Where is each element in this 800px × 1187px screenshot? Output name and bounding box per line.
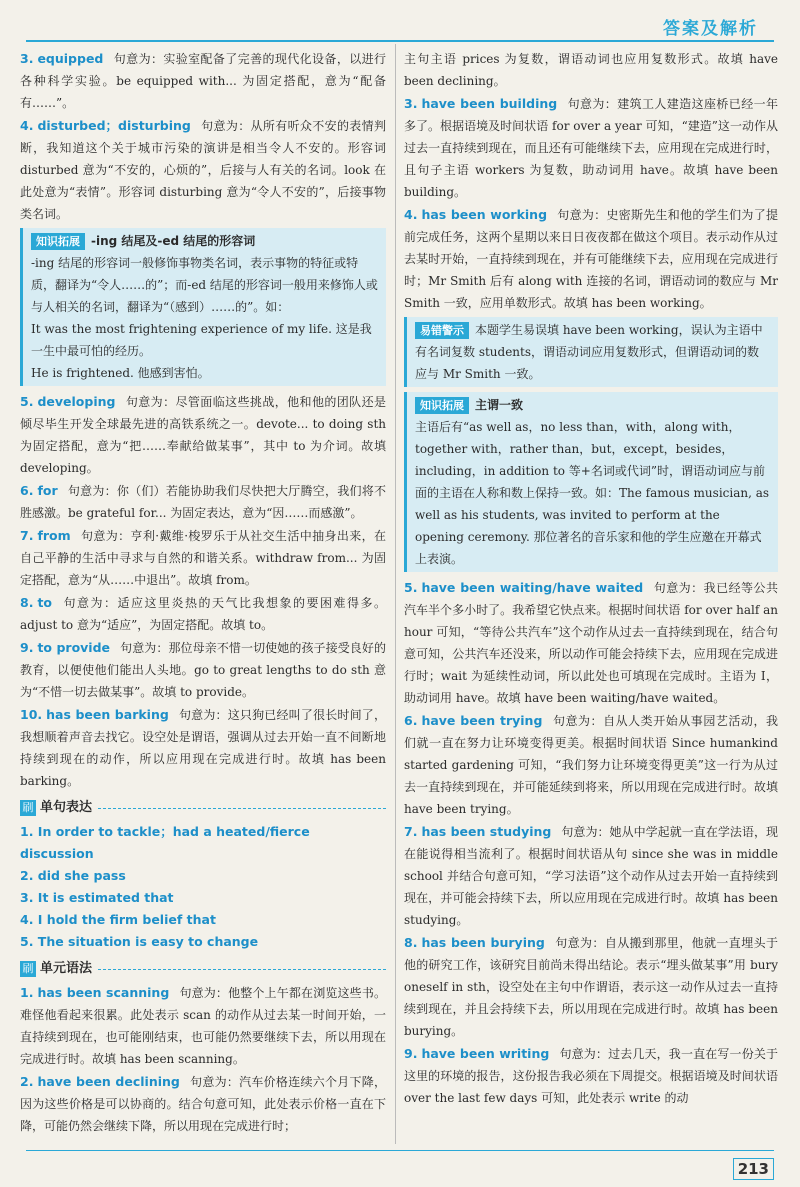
explanation: 句意为：我已经等公共汽车半个多小时了。我希望它快点来。根据时间状语 for over half an hour 可知，“等待公共汽车”这个动作从过去一直持续到现在，结合句意可知，公共汽车还没来，所以动作可能会持续下去，应用现在完成进行时；wait 为延续性动词，所以此处也可填现在完成时。主语为 I，助动词用 have。故填 have been waiting/have waited。 — [404, 581, 778, 705]
answer-text: disturbed；disturbing — [37, 118, 191, 133]
explanation: 句意为：他整个上午都在浏览这些书。难怪他看起来很累。此处表示 scan 的动作从过去某一时间开始，一直持续到现在，也可能刚结束，也可能仍然要继续下去，所以用现在完成进行时。故填 has been scanning。 — [20, 986, 386, 1066]
page-number: 213 — [733, 1158, 774, 1180]
sentence-answer: 5. The situation is easy to change — [20, 934, 259, 949]
explanation: 句意为：从所有听众不安的表情判断，我知道这个关于城市污染的演讲是相当令人不安的。形容词 disturbed 意为“不安的，心烦的”，后接与人有关的名词。look 在此处意为“表情”。形容词 disturbing 意为“令人不安的”，后接事物类名词。 — [20, 119, 386, 221]
answer-item — [404, 932, 778, 1042]
explanation: 句意为：汽车价格连续六个月下降，因为这些价格是可以协商的。结合句意可知，此处表示价格一直在下降，可能仍然会继续下降，所以用现在完成进行时； — [20, 1075, 386, 1133]
explanation: 句意为：实验室配备了完善的现代化设备，以进行各种科学实验。be equipped with... 为固定搭配，意为“配备有……”。 — [20, 52, 386, 110]
answer-item — [404, 821, 778, 931]
knowledge-box — [404, 392, 778, 572]
page-header-title: 答案及解析 — [663, 19, 758, 39]
answer-text: have been writing — [421, 1046, 550, 1061]
item-number: 8. — [20, 595, 34, 610]
explanation: 句意为：你（们）若能协助我们尽快把大厅腾空，我们将不胜感激。be grateful for... 为固定表达，意为“因……而感激”。 — [20, 484, 386, 520]
box-title: 主谓一致 — [475, 398, 524, 412]
footer-rule — [26, 1150, 774, 1151]
explanation: 句意为：自从搬到那里，他就一直埋头于他的研究工作，该研究目前尚未得出结论。表示“埋头做某事”用 bury oneself in sth，设空处在主句中作谓语，表示这一动作从过去一直持续到现在，并且会持续下去，所以用现在完成进行时。故填 has been burying。 — [404, 936, 778, 1038]
section-header — [20, 797, 386, 819]
sentence-answer: 3. It is estimated that — [20, 890, 174, 905]
item-number: 5. — [20, 394, 34, 409]
right-column — [404, 48, 778, 1110]
answer-text: to provide — [37, 640, 111, 655]
item-number: 9. — [404, 1046, 418, 1061]
item-number: 3. — [404, 96, 418, 111]
brush-icon: 刷 — [20, 961, 36, 977]
answer-item — [20, 1071, 386, 1137]
explanation: 句意为：过去几天，我一直在写一份关于这里的环境的报告，这份报告我必须在下周提交。根据语境及时间状语 over the last few days 可知，此处表示 write 的动 — [404, 1047, 778, 1105]
explanation: 句意为：那位母亲不惜一切使她的孩子接受良好的教育，以便使他们能出人头地。go to great lengths to do sth 意为“不惜一切去做某事”。故填 to provide。 — [20, 641, 386, 699]
item-number: 1. — [20, 985, 34, 1000]
box-line: -ing 结尾的形容词一般修饰事物类名词，表示事物的特征或特质，翻译为“令人……的”；而-ed 结尾的形容词一般用来修饰人或与人相关的名词，翻译为“（感到）……的”。如： — [31, 256, 378, 314]
answer-item — [20, 480, 386, 524]
answer-item — [404, 93, 778, 203]
answer-item — [404, 710, 778, 820]
column-divider — [395, 44, 396, 1144]
answer-item — [20, 48, 386, 114]
section-header — [20, 958, 386, 980]
answer-item — [404, 577, 778, 709]
answer-item — [404, 204, 778, 314]
box-line: It was the most frightening experience of my life. 这是我一生中最可怕的经历。 — [31, 322, 372, 358]
answer-item — [20, 115, 386, 225]
box-tag: 知识拓展 — [415, 397, 469, 414]
answer-item — [20, 592, 386, 636]
answer-text: for — [37, 483, 58, 498]
sentence-answer: 4. I hold the firm belief that — [20, 912, 216, 927]
continued-text: 主句主语 prices 为复数，谓语动词也应用复数形式。故填 have been declining。 — [404, 52, 778, 88]
answer-text: have been waiting/have waited — [421, 580, 644, 595]
item-number: 2. — [20, 1074, 34, 1089]
box-text: 本题学生易误填 have been working，误认为主语中有名词复数 students，谓语动词应用复数形式，但谓语动词的数应与 Mr Smith 一致。 — [415, 323, 763, 381]
box-title: -ing 结尾及-ed 结尾的形容词 — [91, 234, 256, 248]
item-number: 4. — [20, 118, 34, 133]
sentence-answer: 1. In order to tackle；had a heated/fierce discussion — [20, 824, 310, 861]
section-title: 单元语法 — [40, 961, 93, 976]
item-number: 10. — [20, 707, 43, 722]
item-number: 9. — [20, 640, 34, 655]
answer-item — [404, 1043, 778, 1109]
item-number: 6. — [404, 713, 418, 728]
answer-text: have been trying — [421, 713, 543, 728]
answer-text: from — [37, 528, 71, 543]
section-title: 单句表达 — [40, 800, 93, 815]
answer-text: to — [37, 595, 53, 610]
brush-icon: 刷 — [20, 800, 36, 816]
answer-text: equipped — [37, 51, 104, 66]
box-tag: 易错警示 — [415, 322, 469, 339]
answer-item — [20, 637, 386, 703]
explanation: 句意为：史密斯先生和他的学生们为了提前完成任务，这两个星期以来日日夜夜都在做这个项目。表示动作从过去某时开始，一直持续到现在，并有可能继续下去，应用现在完成进行时；Mr Smith 后有 along with 连接的名词，谓语动词的数应与 Mr Smith 一致，应用单数形式。故填 has been working。 — [404, 208, 778, 310]
sentence-answer: 2. did she pass — [20, 868, 126, 883]
left-column — [20, 48, 386, 1138]
explanation: 句意为：自从人类开始从事园艺活动，我们就一直在努力让环境变得更美。根据时间状语 Since humankind started gardening 可知，“我们努力让环境变得更美”这一行为从过去一直持续到现在，并可能延续到将来，所以用现在完成进行时。故填 have been trying。 — [404, 714, 778, 816]
explanation: 句意为：建筑工人建造这座桥已经一年多了。根据语境及时间状语 for over a year 可知，“建造”这一动作从过去一直持续到现在，而且还有可能继续下去，应用现在完成进行时，且句子主语 workers 为复数，助动词用 have。故填 have been building。 — [404, 97, 778, 199]
answer-item — [20, 704, 386, 792]
item-number: 6. — [20, 483, 34, 498]
answer-text: have been building — [421, 96, 558, 111]
box-text: 主语后有“as well as，no less than，with，along with，together with，rather than，but，except，besides，including，in addition to 等+名词或代词”时，谓语动词应与前面的主语在人称和数上保持一致。如：The famous musician, as well as his students, was invited to perform at the opening ceremony. 那位著名的音乐家和他的学生应邀在开幕式上表演。 — [415, 420, 770, 566]
answer-text: has been barking — [46, 707, 169, 722]
answer-item — [20, 982, 386, 1070]
answer-text: developing — [37, 394, 116, 409]
explanation: 句意为：她从中学起就一直在学法语，现在能说得相当流利了。根据时间状语从句 since she was in middle school 并结合句意可知，“学习法语”这个动作从过去开始一直持续到现在，并可能会持续下去，所以应用现在完成进行时。故填 has been studying。 — [404, 825, 778, 927]
knowledge-box — [20, 228, 386, 386]
box-tag: 知识拓展 — [31, 233, 85, 250]
answer-text: has been burying — [421, 935, 545, 950]
section-rule — [98, 969, 386, 970]
answer-text: has been studying — [421, 824, 552, 839]
item-number: 8. — [404, 935, 418, 950]
item-number: 4. — [404, 207, 418, 222]
explanation: 句意为：适应这里炎热的天气比我想象的要困难得多。adjust to 意为“适应”，为固定搭配。故填 to。 — [20, 596, 386, 632]
item-number: 5. — [404, 580, 418, 595]
header-rule — [26, 40, 774, 42]
box-line: He is frightened. 他感到害怕。 — [31, 366, 210, 380]
answer-text: has been working — [421, 207, 548, 222]
section-rule — [98, 808, 386, 809]
warning-box — [404, 317, 778, 387]
answer-item — [20, 391, 386, 479]
answer-text: have been declining — [37, 1074, 180, 1089]
answer-text: has been scanning — [37, 985, 170, 1000]
item-number: 7. — [20, 528, 34, 543]
answer-item — [20, 525, 386, 591]
item-number: 3. — [20, 51, 34, 66]
explanation: 句意为：尽管面临这些挑战，他和他的团队还是倾尽毕生开发全球最先进的高铁系统之一。devote... to doing sth 为固定搭配，意为“把……奉献给做某事”，其中 to 为介词。故填 developing。 — [20, 395, 386, 475]
explanation: 句意为：这只狗已经叫了很长时间了，我想顺着声音去找它。设空处是谓语，强调从过去开始一直不间断地持续到现在的动作，所以应用现在完成进行时。故填 has been barking。 — [20, 708, 386, 788]
item-number: 7. — [404, 824, 418, 839]
explanation: 句意为：亨利·戴维·梭罗乐于从社交生活中抽身出来，在自己平静的生活中寻求与自然的和谐关系。withdraw from... 为固定搭配，意为“从……中退出”。故填 from。 — [20, 529, 386, 587]
